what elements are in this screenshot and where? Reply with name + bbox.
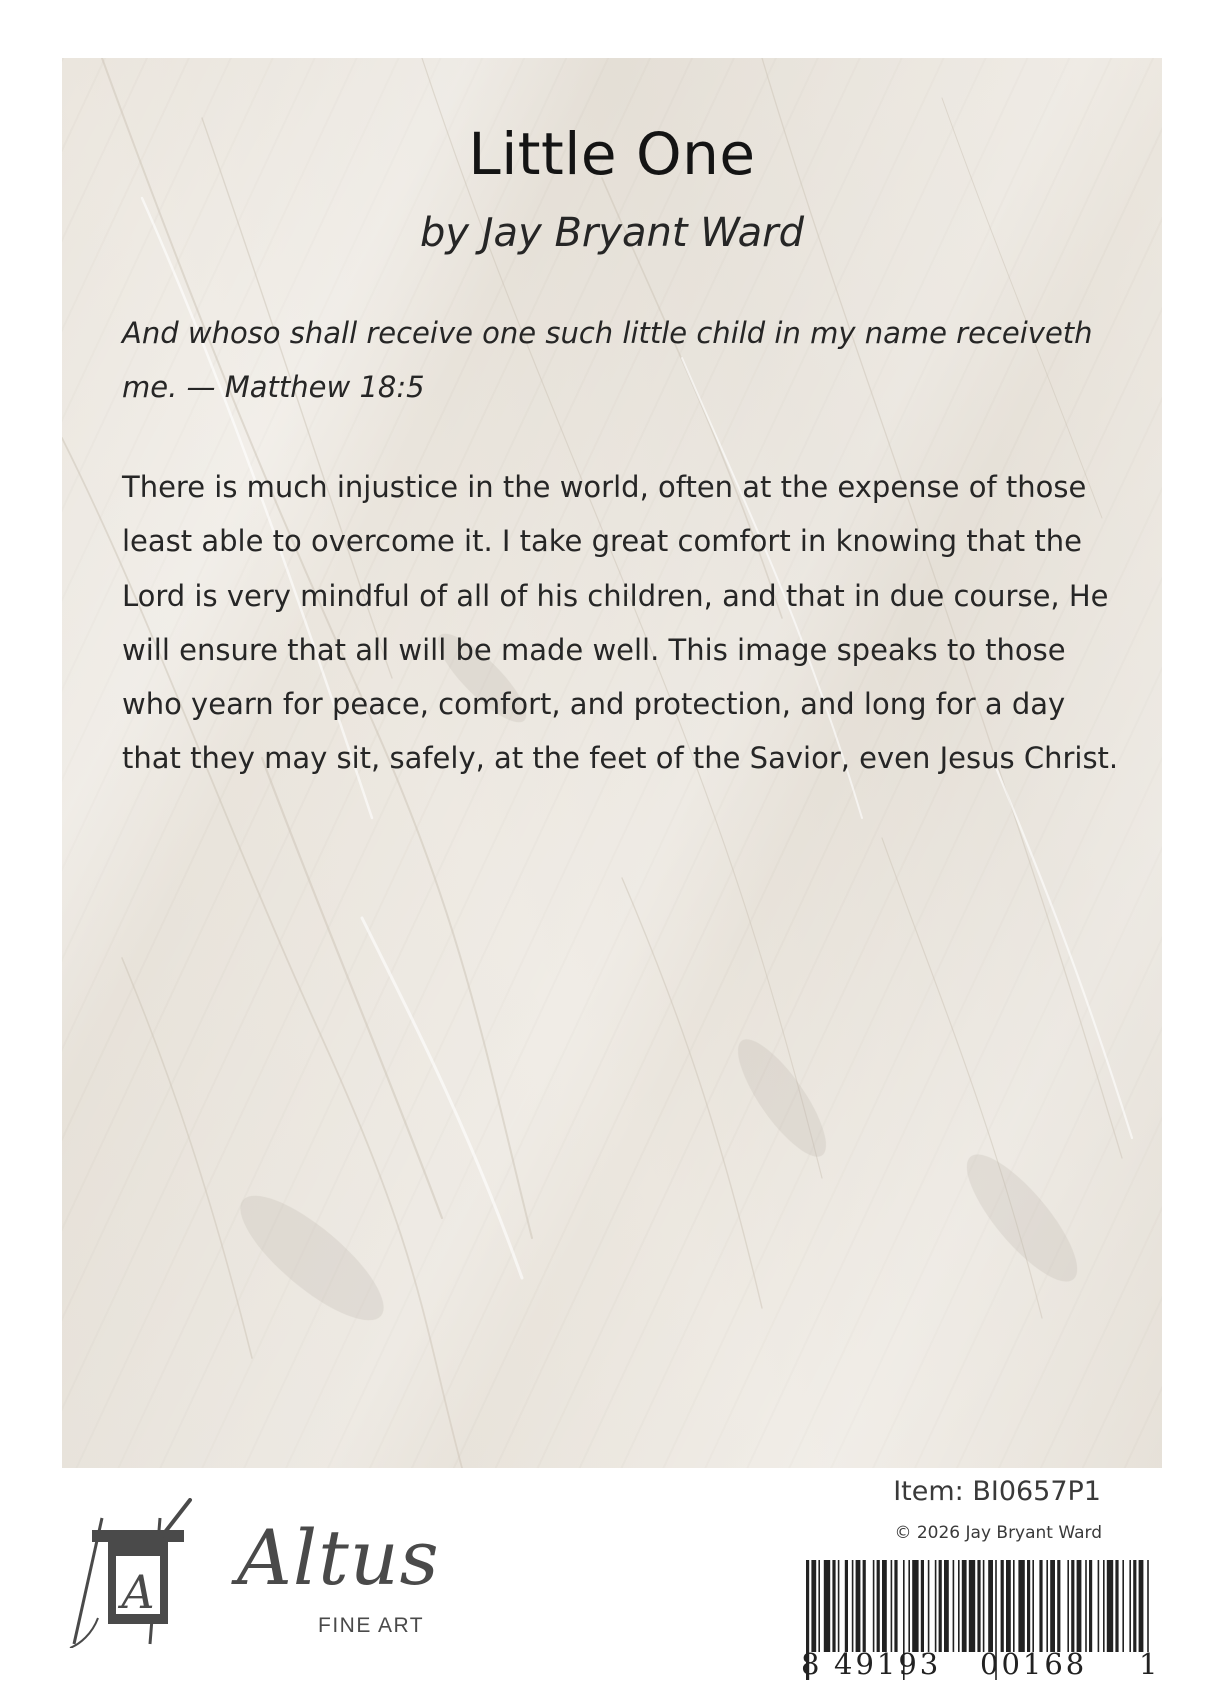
barcode-bar	[1133, 1560, 1136, 1652]
barcode-bar	[877, 1560, 880, 1652]
barcode-bar	[845, 1560, 848, 1652]
scripture-quote: And whoso shall receive one such little child in my name receiveth me. — Matthew 18:5	[122, 316, 1093, 404]
artist-statement: There is much injustice in the world, often at the expense of those least able to overcome it. I take great comfort in knowing that the Lord is very mindful of all of his children, and that in due course, He will ensure that all will be made well. This image speaks to those who yearn for peace, comfort, and protection, and long for a day that they may sit, safely, at the feet of the Savior, even Jesus Christ.	[122, 470, 1119, 776]
barcode-bar	[1057, 1560, 1060, 1652]
barcode-bar	[928, 1560, 930, 1652]
barcode-bar	[988, 1560, 993, 1652]
barcode-bar	[944, 1560, 949, 1652]
copyright-notice: © 2026 Jay Bryant Ward	[894, 1523, 1102, 1543]
barcode-bar	[891, 1560, 893, 1652]
barcode-left-group: 49193	[834, 1647, 942, 1681]
barcode-bar	[882, 1560, 887, 1652]
barcode-bar	[935, 1560, 937, 1652]
barcode-bar	[1085, 1560, 1087, 1652]
altus-fine-art-logo	[62, 1498, 442, 1658]
barcode-bar	[969, 1560, 975, 1652]
barcode-bar	[1001, 1560, 1004, 1652]
barcode-bar	[832, 1560, 835, 1652]
barcode-bar	[939, 1560, 942, 1652]
barcode-bar	[1077, 1560, 1082, 1652]
easel-emblem-icon	[62, 1498, 212, 1648]
emblem-letter: A	[121, 1565, 155, 1619]
artwork-title: Little One	[468, 120, 756, 188]
barcode-bar	[824, 1560, 830, 1652]
logo-subtitle: FINE ART	[318, 1614, 425, 1637]
barcode-bar	[962, 1560, 967, 1652]
barcode-bar	[1046, 1560, 1048, 1652]
barcode-bar	[1107, 1560, 1113, 1652]
barcode-bar	[958, 1560, 960, 1652]
barcode-bar	[1122, 1560, 1124, 1652]
barcode-bar	[1115, 1560, 1118, 1652]
barcode-bar	[894, 1560, 897, 1652]
barcode-bar	[1013, 1560, 1015, 1652]
barcode-bar	[912, 1560, 918, 1652]
barcode-bar	[852, 1560, 854, 1652]
barcode-bar	[1006, 1560, 1011, 1652]
item-number: Item: BI0657P1	[893, 1476, 1101, 1507]
barcode-bar	[838, 1560, 840, 1652]
barcode-bar	[856, 1560, 861, 1652]
barcode-bar	[1089, 1560, 1092, 1652]
barcode-bar	[1027, 1560, 1030, 1652]
barcode-bar	[811, 1560, 816, 1652]
logo-wordmark: Altus	[237, 1513, 440, 1602]
barcode-last-digit: 1	[1139, 1647, 1161, 1681]
barcode-bar	[908, 1560, 910, 1652]
barcode-bar	[1032, 1560, 1034, 1652]
marble-background	[62, 58, 1162, 1468]
barcode-bar	[1098, 1560, 1100, 1652]
barcode-bar	[1071, 1560, 1074, 1652]
barcode-bar	[1067, 1560, 1069, 1652]
barcode-bar	[1147, 1560, 1149, 1652]
barcode-bar	[1050, 1560, 1055, 1652]
artist-byline: by Jay Bryant Ward	[419, 210, 804, 256]
barcode-bar	[983, 1560, 985, 1652]
barcode-bar	[1139, 1560, 1144, 1652]
barcode-bar	[921, 1560, 924, 1652]
barcode-bar	[873, 1560, 875, 1652]
barcode-bar	[818, 1560, 820, 1652]
barcode-bar	[863, 1560, 866, 1652]
barcode-bar	[1129, 1560, 1131, 1652]
barcode-right-group: 00168	[980, 1647, 1088, 1681]
barcode-first-digit: 8	[801, 1647, 823, 1681]
barcode-bar	[977, 1560, 980, 1652]
barcode-bar	[1103, 1560, 1105, 1652]
barcode-bar	[953, 1560, 955, 1652]
barcode-bar	[1018, 1560, 1024, 1652]
barcode-bar	[1039, 1560, 1042, 1652]
